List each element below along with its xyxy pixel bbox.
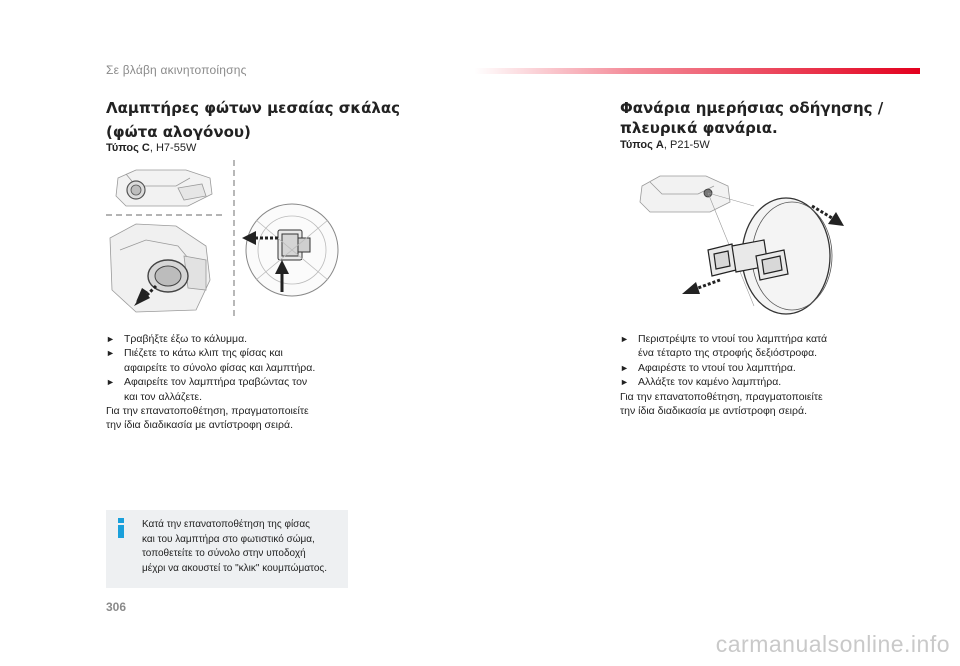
left-steps-list (106, 332, 356, 404)
step-marker-icon: ► (106, 334, 115, 344)
step-marker-icon: ► (620, 334, 629, 344)
watermark: carmanualsonline.info (715, 631, 950, 657)
left-step-2 (106, 346, 356, 375)
info-line-2: και του λαμπτήρα στο φωτιστικό σώμα, (142, 533, 315, 545)
right-title-line1: Φανάρια ημερήσιας οδήγησης / (620, 99, 884, 117)
left-title (106, 98, 400, 142)
left-type-label: Τύπος C (106, 142, 150, 154)
right-type-value: , P21-5W (663, 139, 710, 151)
left-step-3-cont: και τον αλλάζετε. (124, 390, 202, 403)
left-bulb-type (106, 142, 196, 154)
right-step-2 (620, 361, 880, 375)
right-refit-line2: την ίδια διαδικασία με αντίστροφη σειρά. (620, 405, 807, 418)
section-title: Σε βλάβη ακινητοποίησης (106, 63, 247, 77)
right-step-1-cont: ένα τέταρτο της στροφής δεξιόστροφα. (638, 347, 818, 360)
right-bulb-type (620, 139, 710, 151)
headlamp-low-beam-diagram (106, 160, 346, 320)
info-text (142, 518, 342, 576)
right-step-1 (620, 332, 880, 361)
info-line-4: μέχρι να ακουστεί το "κλικ" κουμπώματος. (142, 562, 327, 574)
left-step-1 (106, 332, 356, 346)
right-refit-line1: Για την επανατοποθέτηση, πραγματοποιείτε (620, 391, 823, 403)
left-step-2-cont: αφαιρείτε το σύνολο φίσας και λαμπτήρα. (124, 361, 316, 374)
left-step-3 (106, 375, 356, 404)
left-type-value: , H7-55W (149, 142, 197, 154)
daytime-running-lamp-diagram (636, 166, 856, 316)
left-refit-note (106, 404, 356, 433)
right-step-3-text: Αλλάξτε τον καμένο λαμπτήρα. (638, 376, 782, 389)
right-steps-list (620, 332, 880, 390)
header-accent-bar (474, 68, 920, 74)
right-refit-note (620, 390, 880, 419)
left-step-3-text: Αφαιρείτε τον λαμπτήρα τραβώντας τον (124, 376, 308, 389)
right-type-label: Τύπος A (620, 139, 664, 151)
right-step-1-text: Περιστρέψτε το ντουί του λαμπτήρα κατά (638, 333, 828, 345)
step-marker-icon: ► (106, 348, 115, 359)
page-number: 306 (106, 600, 127, 614)
step-marker-icon: ► (620, 377, 629, 388)
right-title (620, 98, 883, 138)
left-refit-line1: Για την επανατοποθέτηση, πραγματοποιείτε (106, 405, 309, 417)
left-title-line2: (φώτα αλογόνου) (106, 123, 251, 141)
right-step-3 (620, 375, 880, 389)
step-marker-icon: ► (620, 362, 629, 373)
right-step-2-text: Αφαιρέστε το ντουί του λαμπτήρα. (638, 361, 796, 374)
info-box (106, 510, 348, 588)
left-title-line1: Λαμπτήρες φώτων μεσαίας σκάλας (106, 99, 401, 117)
info-line-1: Κατά την επανατοποθέτηση της φίσας (142, 519, 310, 530)
left-refit-line2: την ίδια διαδικασία με αντίστροφη σειρά. (106, 419, 293, 432)
info-line-3: τοποθετείτε το σύνολο στην υποδοχή (142, 548, 306, 559)
info-icon (115, 518, 127, 538)
left-step-2-text: Πιέζετε το κάτω κλιπ της φίσας και (124, 347, 283, 360)
right-title-line2: πλευρικά φανάρια. (620, 119, 778, 137)
step-marker-icon: ► (106, 377, 115, 388)
left-step-1-text: Τραβήξτε έξω το κάλυμμα. (124, 333, 248, 345)
